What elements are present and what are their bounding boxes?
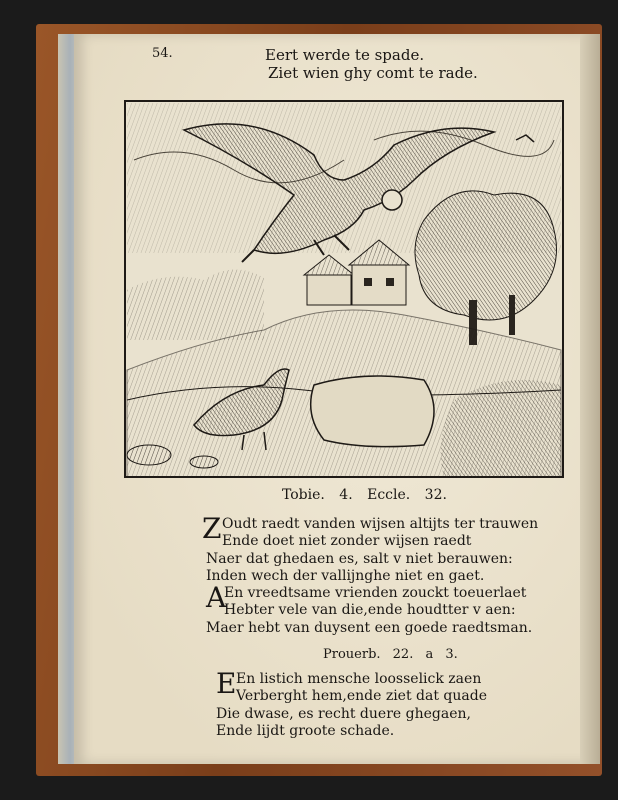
drop-initial-a: A — [206, 581, 227, 614]
verse-line: Verberght hem,ende ziet dat quade — [236, 688, 487, 704]
drop-initial-e: E — [216, 667, 237, 700]
verse-line: Die dwase, es recht duere ghegaen, — [216, 706, 471, 722]
emblem-engraving — [124, 100, 564, 478]
verse-line: Maer hebt van duysent een goede raedtsman. — [206, 620, 533, 636]
verse-line: En vreedtsame vrienden zouckt toeuerlaet — [224, 585, 527, 601]
proverb-reference: Prouerb. 22. a 3. — [323, 647, 458, 662]
verse-line: En listich mensche loosselick zaen — [236, 671, 482, 687]
drop-initial-z: Z — [202, 512, 222, 545]
verse-line: Oudt raedt vanden wijsen altijts ter trauwen — [222, 516, 539, 532]
motto-line-2: Ziet wien ghy comt te rade. — [268, 64, 478, 82]
verse-line: Ende lijdt groote schade. — [216, 723, 395, 739]
page-number: 54. — [152, 46, 173, 61]
scripture-references: Tobie. 4. Eccle. 32. — [282, 487, 447, 503]
verse-line: Naer dat ghedaen es, salt v niet berauwen: — [206, 551, 513, 567]
verse-line: Ende doet niet zonder wijsen raedt — [222, 533, 472, 549]
verse-line: Inden wech der vallijnghe niet en gaet. — [206, 568, 485, 584]
page-edge — [580, 34, 600, 764]
verse-line: Hebter vele van die,ende houdtter v aen: — [224, 602, 516, 618]
motto-line-1: Eert werde te spade. — [265, 46, 425, 64]
